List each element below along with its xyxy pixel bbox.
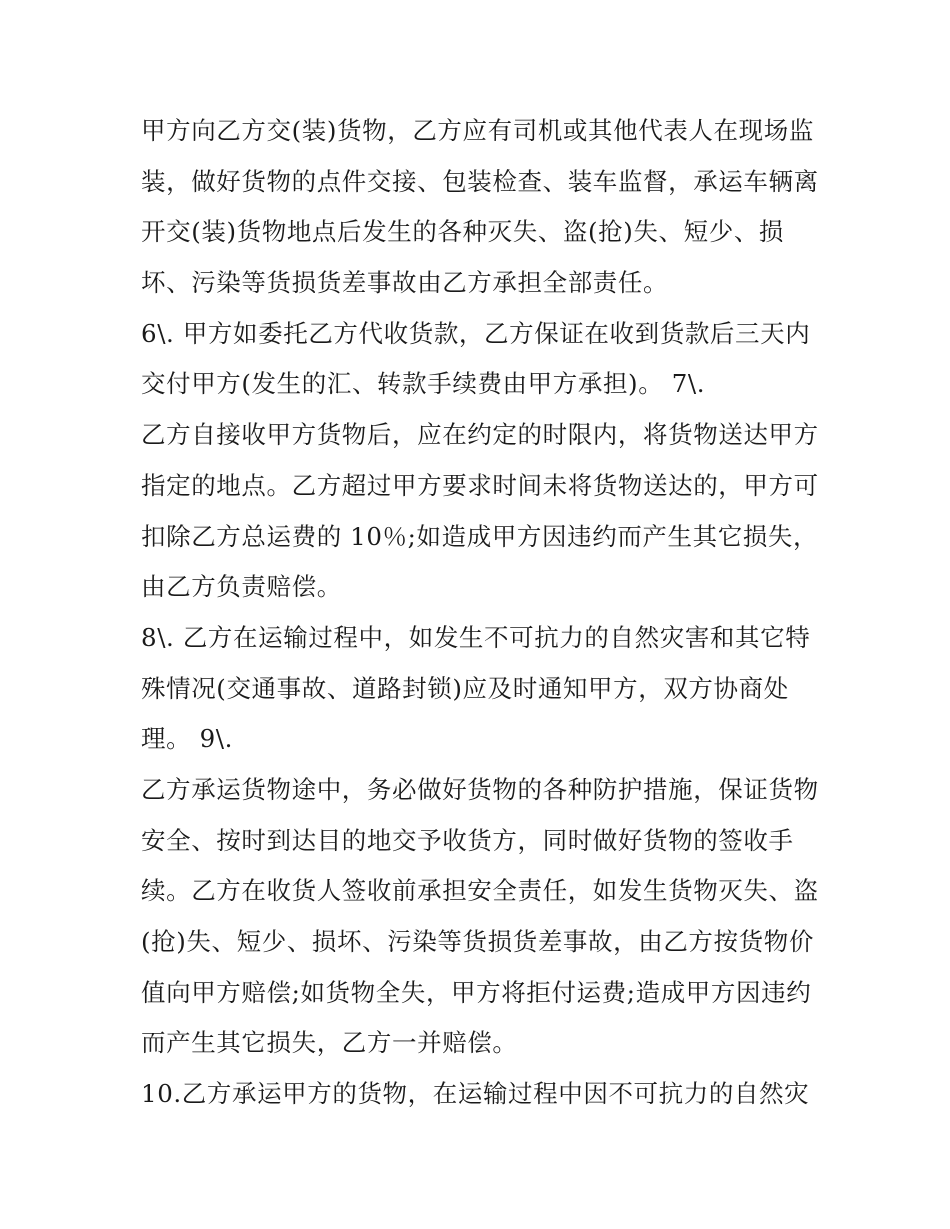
- text-line: 开交(装)货物地点后发生的各种灭失、盗(抢)失、短少、损: [141, 217, 785, 247]
- clause-8-line: 8\. 乙方在运输过程中，如发生不可抗力的自然灾害和其它特: [141, 622, 811, 652]
- contract-text: [141, 106, 831, 1120]
- text-line: 值向甲方赔偿;如货物全失，甲方将拒付运费;造成甲方因违约: [141, 977, 812, 1007]
- text-line: 交付甲方(发生的汇、转款手续费由甲方承担)。 7\.: [141, 369, 706, 399]
- clause-9-line: 乙方承运货物途中，务必做好货物的各种防护措施，保证货物: [141, 774, 819, 804]
- text-line: 扣除乙方总运费的 10％;如造成甲方因违约而产生其它损失，: [141, 521, 819, 551]
- text-line: 装，做好货物的点件交接、包装检查、装车监督，承运车辆离: [141, 166, 819, 196]
- text-line: (抢)失、短少、损坏、污染等货损货差事故，由乙方按货物价: [141, 927, 814, 956]
- clause-7-line: 乙方自接收甲方货物后，应在约定的时限内，将货物送达甲方: [141, 420, 819, 450]
- text-line: 安全、按时到达目的地交予收货方，同时做好货物的签收手: [141, 825, 794, 855]
- clause-10-line: 10.乙方承运甲方的货物，在运输过程中因不可抗力的自然灾: [141, 1079, 810, 1109]
- clause-6-line: 6\. 甲方如委托乙方代收货款，乙方保证在收到货款后三天内: [141, 318, 811, 348]
- text-line: 而产生其它损失，乙方一并赔偿。: [141, 1028, 518, 1058]
- text-line: 续。乙方在收货人签收前承担安全责任，如发生货物灭失、盗: [141, 876, 819, 906]
- text-line: 殊情况(交通事故、道路封锁)应及时通知甲方，双方协商处: [141, 673, 789, 703]
- text-line: 甲方向乙方交(装)货物，乙方应有司机或其他代表人在现场监: [141, 116, 814, 145]
- text-line: 指定的地点。乙方超过甲方要求时间未将货物送达的，甲方可: [141, 470, 819, 500]
- text-line: 理。 9\.: [141, 724, 234, 754]
- text-line: 坏、污染等货损货差事故由乙方承担全部责任。: [141, 268, 669, 298]
- text-line: 由乙方负责赔偿。: [141, 572, 342, 602]
